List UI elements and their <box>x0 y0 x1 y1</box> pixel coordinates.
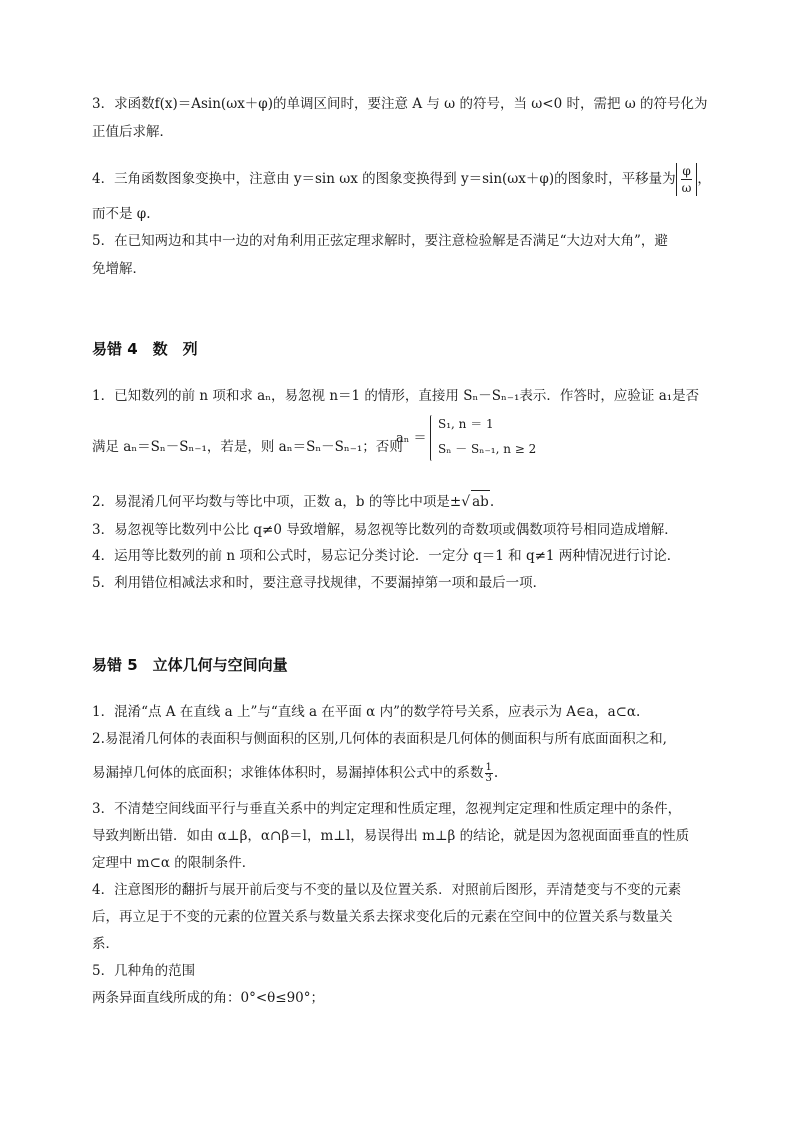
s5-item-2-text: 易漏掉几何体的底面积；求锥体体积时，易漏掉体积公式中的系数 <box>92 765 484 781</box>
section-5-heading: 易错 5 立体几何与空间向量 <box>92 656 288 674</box>
item-4-line-1 <box>92 163 712 196</box>
s5-item-4-line-2: 后，再立足于不变的元素的位置关系与数量关系去探求变化后的元素在空间中的位置关系与数量关 <box>92 909 673 925</box>
s4-item-2-text: 2．易混淆几何平均数与等比中项，正数 a，b 的等比中项是± <box>92 494 462 510</box>
s5-item-5: 5．几种角的范围 <box>92 963 196 979</box>
s4-item-2 <box>92 490 712 513</box>
s5-item-4-line-1: 4．注意图形的翻折与展开前后变与不变的量以及位置关系．对照前后图形，弄清楚变与不变的元素 <box>92 882 682 898</box>
fraction-denominator: ω <box>681 181 692 195</box>
fraction-numerator: φ <box>682 164 691 178</box>
piecewise-brace <box>430 415 434 461</box>
item-4-line-2: 而不是 φ. <box>92 206 151 222</box>
s4-item-2-period: . <box>489 494 495 510</box>
coefficient-numerator: 1 <box>485 762 492 773</box>
section-4-heading: 易错 4 数 列 <box>92 340 198 358</box>
s5-item-6: 两条异面直线所成的角：0°<θ≤90°； <box>92 990 325 1006</box>
s5-item-2-line-1: 2.易混淆几何体的表面积与侧面积的区别,几何体的表面积是几何体的侧面积与所有底面面积之和, <box>92 731 667 747</box>
s5-item-2-line-2 <box>92 762 712 784</box>
abs-value-fraction <box>676 163 698 196</box>
s5-item-4-line-3: 系． <box>92 936 119 952</box>
s5-item-2-period: . <box>493 765 499 781</box>
item-5-line-2: 免增解． <box>92 261 146 277</box>
item-4-text: 4．三角函数图象变换中，注意由 y＝sin ωx 的图象变换得到 y＝sin(ωx＋φ)的图象时，平移量为 <box>92 171 676 187</box>
item-5-line-1: 5．在已知两边和其中一边的对角利用正弦定理求解时，要注意检验解是否满足“大边对大角”，避 <box>92 233 668 249</box>
item-4-comma: ， <box>697 171 711 187</box>
coefficient-denominator: 3 <box>485 773 492 784</box>
item-3-line-1: 3．求函数f(x)＝Asin(ωx＋φ)的单调区间时，要注意 A 与 ω 的符号，当 ω<0 时，需把 ω 的符号化为 <box>92 96 708 112</box>
s4-item-4: 4．运用等比数列的前 n 项和公式时，易忘记分类讨论．一定分 q＝1 和 q≠1 两种情况进行讨论． <box>92 548 681 564</box>
sqrt-radical-sign: √ <box>461 494 471 510</box>
s5-item-3-line-1: 3．不清楚空间线面平行与垂直关系中的判定定理和性质定理，忽视判定定理和性质定理中的条件， <box>92 801 682 817</box>
s5-item-3-line-2: 导致判断出错．如由 α⊥β，α∩β＝l，m⊥l，易误得出 m⊥β 的结论，就是因为忽视面面垂直的性质 <box>92 828 690 844</box>
piecewise-case-2: Sₙ － Sₙ₋₁, n ≥ 2 <box>438 442 537 456</box>
piecewise-lhs: aₙ ＝ <box>396 431 427 446</box>
s4-item-1-line-1: 1．已知数列的前 n 项和求 aₙ，易忽视 n＝1 的情形，直接用 Sₙ－Sₙ₋₁表示．作答时，应验证 a₁是否 <box>92 388 700 404</box>
s4-item-5: 5．利用错位相减法求和时，要注意寻找规律，不要漏掉第一项和最后一项． <box>92 575 547 591</box>
sqrt-radicand: ab <box>471 490 490 513</box>
piecewise-case-1: S₁, n ＝ 1 <box>438 417 494 431</box>
s5-item-1: 1．混淆“点 A 在直线 a 上”与“直线 a 在平面 α 内”的数学符号关系，应表示为 A∈a，a⊂α. <box>92 704 641 720</box>
s5-item-3-line-3: 定理中 m⊂α 的限制条件． <box>92 855 256 871</box>
s4-item-1-line-2: 满足 aₙ＝Sₙ－Sₙ₋₁，若是，则 aₙ＝Sₙ－Sₙ₋₁；否则 <box>92 439 403 455</box>
coefficient-fraction <box>485 763 493 784</box>
s4-item-3: 3．易忽视等比数列中公比 q≠0 导致增解，易忽视等比数列的奇数项或偶数项符号相同造成增解． <box>92 522 678 538</box>
item-3-line-2: 正值后求解． <box>92 124 173 140</box>
